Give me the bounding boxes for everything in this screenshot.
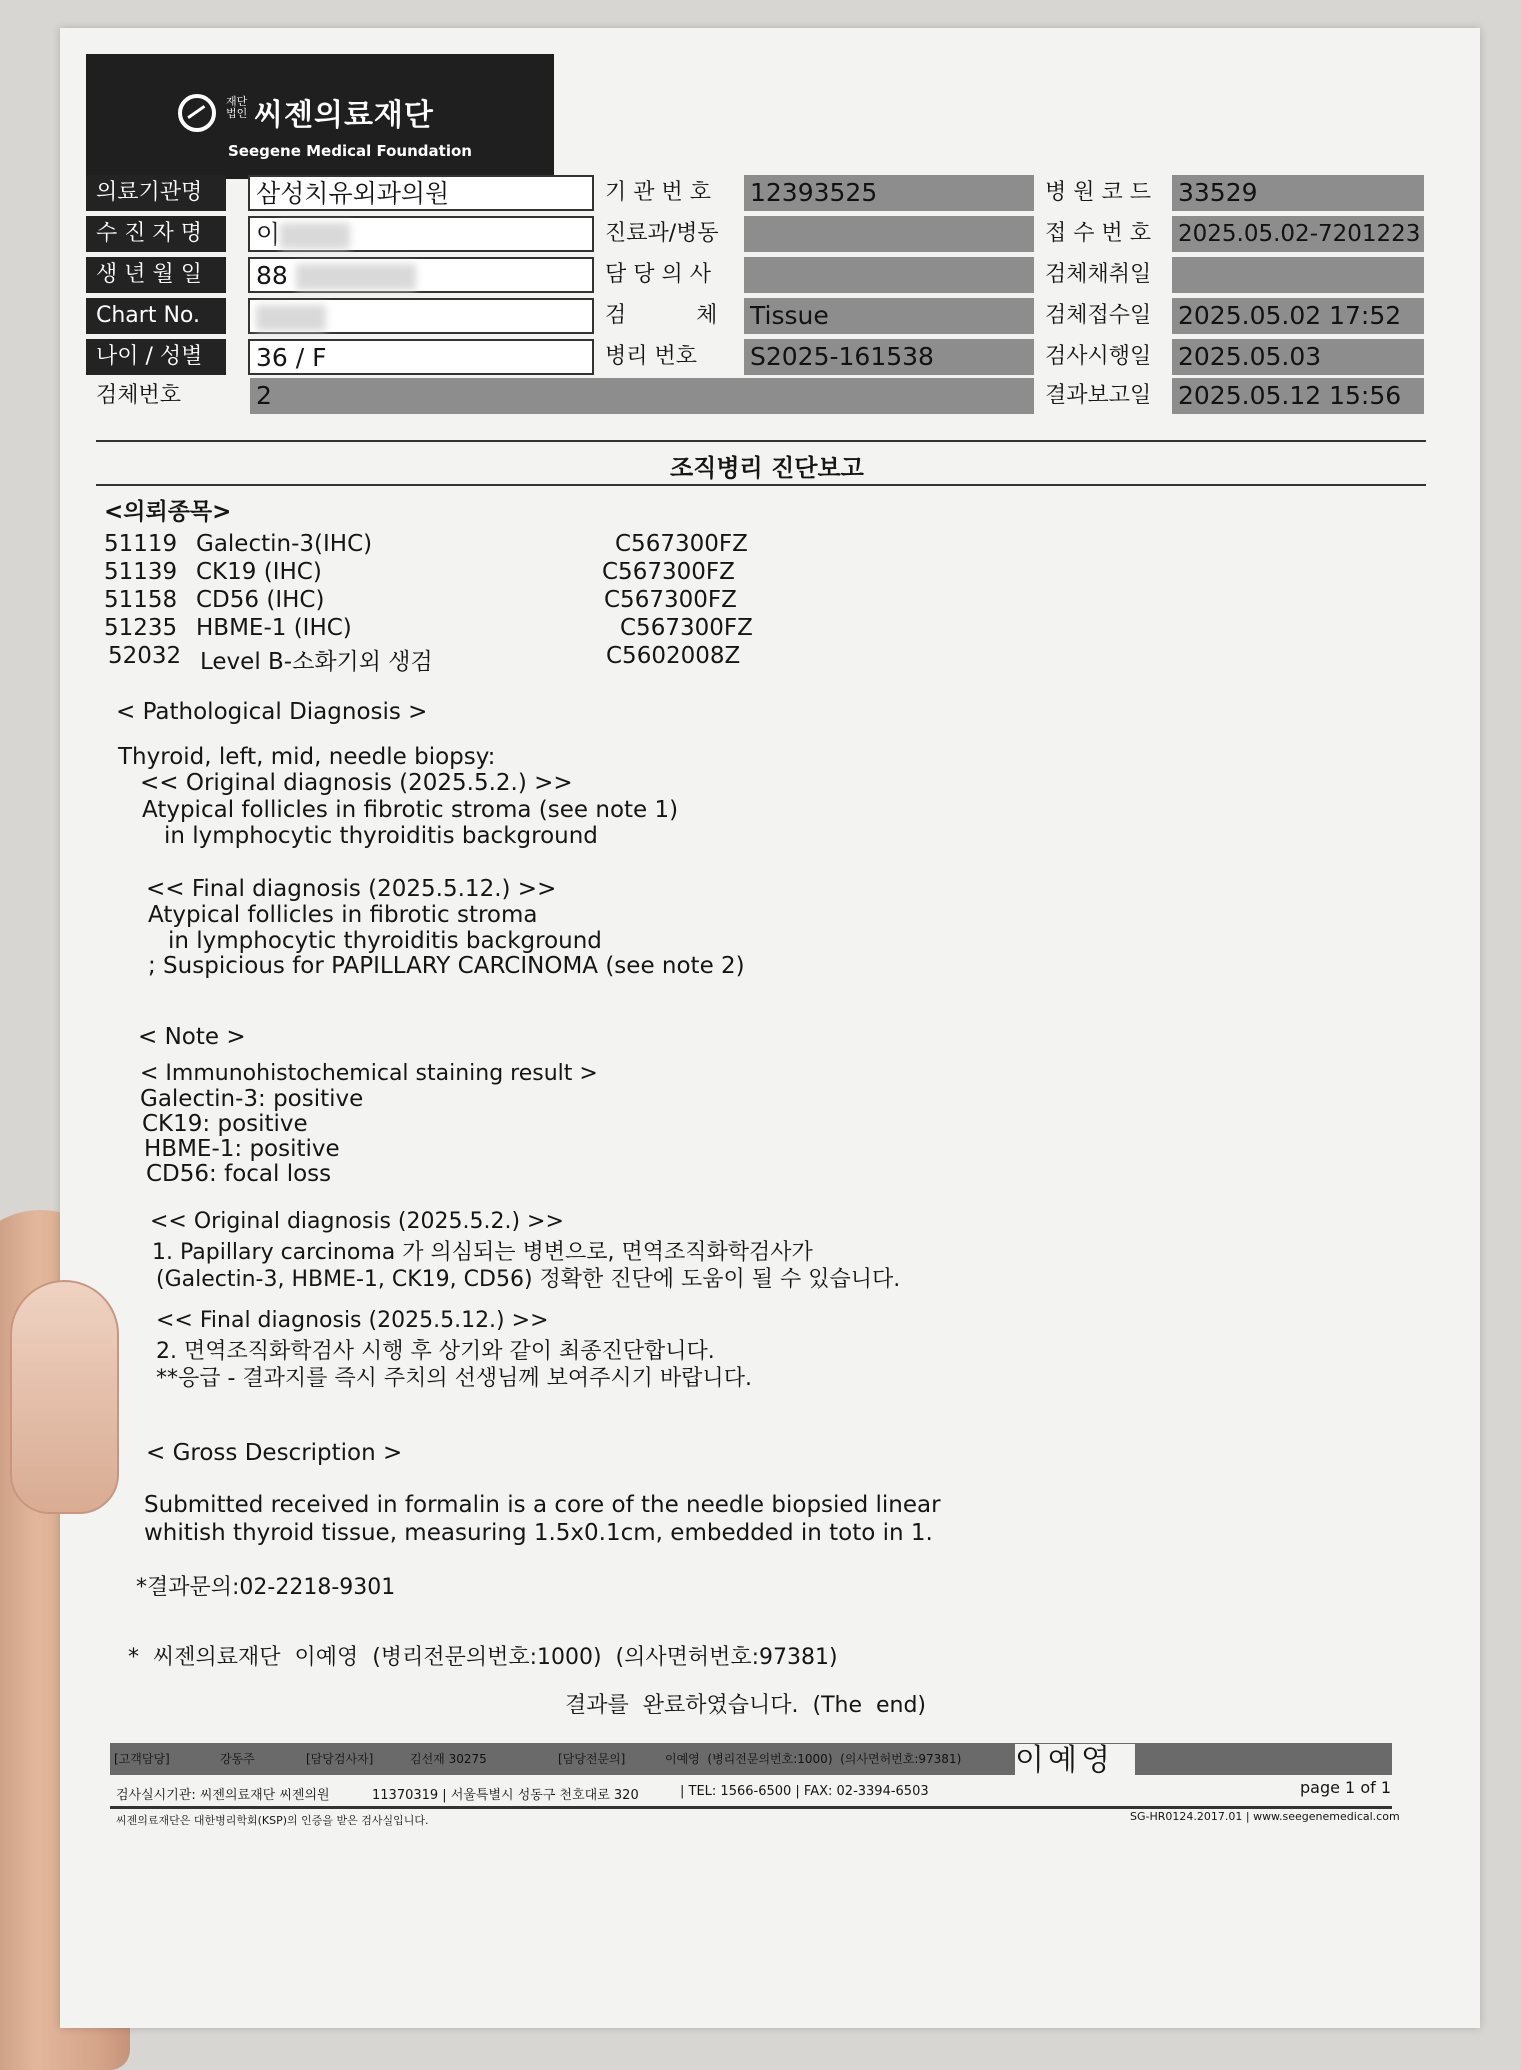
ordered-item-name: Level B-소화기외 생검 <box>200 649 433 675</box>
note-final-heading: << Final diagnosis (2025.5.12.) >> <box>156 1308 549 1333</box>
gross-description-line: whitish thyroid tissue, measuring 1.5x0.1cm, embedded in toto in 1. <box>144 1520 933 1546</box>
test-date-value: 2025.05.03 <box>1172 339 1424 375</box>
final-diagnosis-line: in lymphocytic thyroiditis background <box>168 928 602 954</box>
ihc-result: CK19: positive <box>142 1111 308 1137</box>
lab-name: 검사실시기관: 씨젠의료재단 씨젠의원 <box>116 1788 330 1803</box>
patient-name-field <box>248 216 594 252</box>
thumb <box>10 1280 119 1514</box>
ordered-item-name: HBME-1 (IHC) <box>196 615 352 641</box>
pathologist-signoff: * 씨젠의료재단 이예영 (병리전문의번호:1000) (의사면허번호:97381) <box>128 1645 838 1670</box>
redaction-blur <box>280 223 350 249</box>
inst-no-value: 12393525 <box>744 175 1034 211</box>
chart-no-field <box>248 298 594 334</box>
ordered-item-ref: C5602008Z <box>606 643 741 669</box>
divider <box>96 440 1426 442</box>
specimen-no-label: 검체번호 <box>96 383 182 408</box>
ordered-item-name: CK19 (IHC) <box>196 559 322 585</box>
diagnosis-site: Thyroid, left, mid, needle biopsy: <box>118 744 496 770</box>
ordered-items-heading: <의뢰종목> <box>104 499 232 525</box>
dob-field <box>248 257 594 293</box>
footer-label: [담당검사자] <box>306 1752 374 1766</box>
receive-date-value: 2025.05.02 17:52 <box>1172 298 1424 334</box>
age-sex-label: 나이 / 성별 <box>86 339 226 375</box>
ordered-item-code: 51139 <box>104 559 178 585</box>
final-diagnosis-line: Atypical follicles in fibrotic stroma <box>148 902 538 928</box>
institution-value: 삼성치유외과의원 <box>248 175 594 211</box>
report-date-value: 2025.05.12 15:56 <box>1172 378 1424 414</box>
age-sex-value: 36 / F <box>248 339 594 375</box>
page-number: page 1 of 1 <box>1300 1778 1391 1797</box>
ordered-item-name: Galectin-3(IHC) <box>196 531 373 557</box>
footer-value: 이예영 (병리전문의번호:1000) (의사면허번호:97381) <box>665 1752 962 1766</box>
test-date-label: 검사시행일 <box>1045 344 1152 369</box>
contact-info: *결과문의:02-2218-9301 <box>136 1575 396 1600</box>
foundation-logo <box>86 54 554 179</box>
lab-phone: | TEL: 1566-6500 | FAX: 02-3394-6503 <box>680 1784 929 1799</box>
report-title: 조직병리 진단보고 <box>670 454 864 482</box>
ordered-item-ref: C567300FZ <box>615 531 748 557</box>
final-diagnosis-line: ; Suspicious for PAPILLARY CARCINOMA (see note 2) <box>148 953 745 979</box>
chart-no-label: Chart No. <box>86 298 226 334</box>
pathological-diagnosis-heading: < Pathological Diagnosis > <box>116 699 428 725</box>
gross-description-heading: < Gross Description > <box>146 1440 403 1466</box>
ihc-result: Galectin-3: positive <box>140 1086 364 1112</box>
divider <box>110 1806 1392 1809</box>
original-diagnosis-line: in lymphocytic thyroiditis background <box>164 823 598 849</box>
dob-value: 88 <box>256 261 288 290</box>
urgent-notice: **응급 - 결과지를 즉시 주치의 선생님께 보여주시기 바랍니다. <box>156 1366 752 1391</box>
seegene-logo-icon <box>178 94 216 132</box>
note-original-line: (Galectin-3, HBME-1, CK19, CD56) 정확한 진단에 도움이 될 수 있습니다. <box>156 1267 901 1292</box>
ihc-result: HBME-1: positive <box>144 1136 340 1162</box>
footer-label: [담당전문의] <box>558 1752 626 1766</box>
doctor-label: 담 당 의 사 <box>605 262 711 287</box>
ordered-item-name: CD56 (IHC) <box>196 587 325 613</box>
footer-value: 강동주 <box>220 1752 255 1766</box>
redaction-blur <box>296 264 416 290</box>
ordered-item-ref: C567300FZ <box>620 615 753 641</box>
collect-date-value <box>1172 257 1424 293</box>
receive-date-label: 검체접수일 <box>1045 303 1152 328</box>
footer-value: 김선재 30275 <box>410 1752 487 1766</box>
ordered-item-ref: C567300FZ <box>604 587 737 613</box>
certification-notice: 씨젠의료재단은 대한병리학회(KSP)의 인증을 받은 검사실입니다. <box>116 1814 429 1827</box>
ordered-item-code: 52032 <box>108 643 182 669</box>
ordered-item-code: 51235 <box>104 615 178 641</box>
logo-name-en: Seegene Medical Foundation <box>228 142 472 160</box>
divider <box>96 484 1426 486</box>
dept-label: 진료과/병동 <box>605 221 719 246</box>
ordered-item-ref: C567300FZ <box>602 559 735 585</box>
patient-name-label: 수 진 자 명 <box>86 216 226 252</box>
footer-staff-bar <box>110 1743 1392 1775</box>
logo-name-kr: 씨젠의료재단 <box>254 98 434 133</box>
hospital-code-label: 병 원 코 드 <box>1045 180 1151 205</box>
note-final-line: 2. 면역조직화학검사 시행 후 상기와 같이 최종진단합니다. <box>156 1339 715 1364</box>
original-diagnosis-heading: << Original diagnosis (2025.5.2.) >> <box>140 770 573 796</box>
logo-prefix: 재단법인 <box>226 95 248 120</box>
institution-label: 의료기관명 <box>86 175 226 211</box>
ordered-item-code: 51158 <box>104 587 178 613</box>
ihc-heading: < Immunohistochemical staining result > <box>140 1061 598 1086</box>
pathology-no-label: 병리 번호 <box>605 344 698 369</box>
original-diagnosis-line: Atypical follicles in fibrotic stroma (see note 1) <box>142 797 679 823</box>
specimen-label: 검 체 <box>605 303 718 328</box>
pathologist-signature: 이예영 <box>1015 1744 1135 1780</box>
lab-address: 11370319 | 서울특별시 성동구 천호대로 320 <box>372 1788 639 1803</box>
gross-description-line: Submitted received in formalin is a core of the needle biopsied linear <box>144 1492 941 1518</box>
dob-label: 생 년 월 일 <box>86 257 226 293</box>
final-diagnosis-heading: << Final diagnosis (2025.5.12.) >> <box>146 876 557 902</box>
report-date-label: 결과보고일 <box>1045 383 1152 408</box>
receipt-no-value: 2025.05.02-7201223 <box>1172 216 1424 252</box>
note-original-heading: << Original diagnosis (2025.5.2.) >> <box>150 1209 564 1234</box>
end-of-report: 결과를 완료하였습니다. (The end) <box>565 1693 926 1718</box>
redaction-blur <box>256 305 326 331</box>
specimen-no-value: 2 <box>250 378 1034 414</box>
form-code: SG-HR0124.2017.01 | www.seegenemedical.com <box>1130 1810 1400 1823</box>
pathology-no-value: S2025-161538 <box>744 339 1034 375</box>
ordered-item-code: 51119 <box>104 531 178 557</box>
inst-no-label: 기 관 번 호 <box>605 180 711 205</box>
patient-name-value: 이 <box>256 220 281 249</box>
ihc-result: CD56: focal loss <box>146 1161 332 1187</box>
collect-date-label: 검체채취일 <box>1045 262 1152 287</box>
dept-value <box>744 216 1034 252</box>
pathology-report-page <box>60 28 1480 2028</box>
note-original-line: 1. Papillary carcinoma 가 의심되는 병변으로, 면역조직화학검사가 <box>152 1240 813 1265</box>
footer-label: [고객담당] <box>114 1752 170 1766</box>
hospital-code-value: 33529 <box>1172 175 1424 211</box>
specimen-value: Tissue <box>744 298 1034 334</box>
doctor-value <box>744 257 1034 293</box>
receipt-no-label: 접 수 번 호 <box>1045 221 1151 246</box>
note-heading: < Note > <box>138 1024 246 1050</box>
